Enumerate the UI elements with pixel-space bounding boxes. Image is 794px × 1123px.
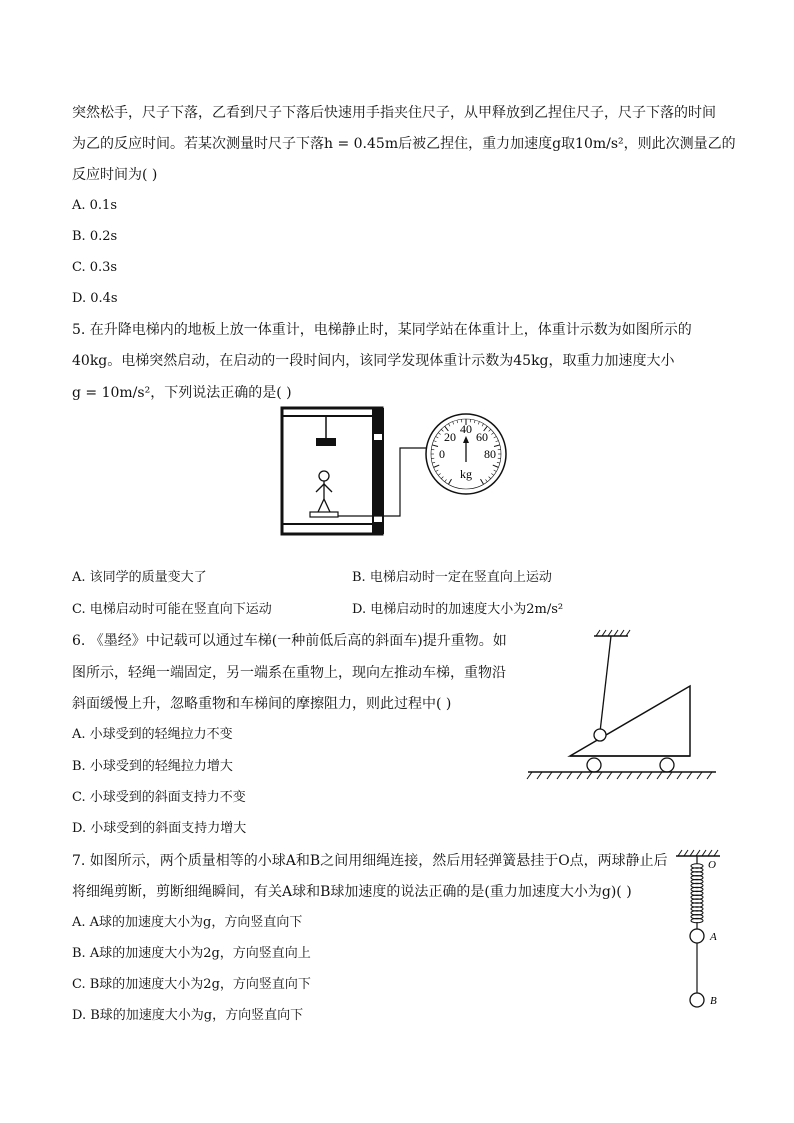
q7-option-d: D. B球的加速度大小为g，方向竖直向下 — [72, 1008, 304, 1023]
q5-stem-line-1: 5. 在升降电梯内的地板上放一体重计，电梯静止时，某同学站在体重计上，体重计示数为如图所示的 — [72, 322, 692, 338]
q6-option-a: A. 小球受到的轻绳拉力不变 — [72, 727, 233, 742]
q6-option-c: C. 小球受到的斜面支持力不变 — [72, 790, 246, 805]
dial-label-40: 40 — [460, 422, 472, 436]
q6-option-d: D. 小球受到的斜面支持力增大 — [72, 821, 247, 836]
q6-option-b: B. 小球受到的轻绳拉力增大 — [72, 759, 233, 774]
q5-stem-line-2: 40kg。电梯突然启动，在启动的一段时间内，该同学发现体重计示数为45kg，取重力加速度大小 — [72, 353, 675, 369]
ball — [594, 729, 606, 741]
dial-label-0: 0 — [439, 447, 445, 461]
spring — [691, 864, 703, 923]
q4-option-d: D. 0.4s — [72, 291, 118, 306]
q5-option-c: C. 电梯启动时可能在竖直向下运动 — [72, 602, 272, 617]
q4-option-c: C. 0.3s — [72, 260, 118, 275]
incline-cart — [570, 686, 690, 756]
q7-stem-line-1: 7. 如图所示，两个质量相等的小球A和B之间用细绳连接，然后用轻弹簧悬挂于O点，两球静止后 — [72, 853, 668, 869]
q6-stem-line-1: 6. 《墨经》中记载可以通过车梯(一种前低后高的斜面车)提升重物。如 — [72, 633, 507, 649]
rope — [600, 636, 611, 732]
q7-stem-line-2: 将细绳剪断，剪断细绳瞬间，有关A球和B球加速度的说法正确的是(重力加速度大小为g)( ) — [72, 884, 632, 900]
point-o-label: O — [708, 859, 716, 871]
q4-option-a: A. 0.1s — [72, 198, 117, 213]
ball-b-label: B — [710, 995, 717, 1007]
dial-unit: kg — [460, 467, 472, 481]
q7-option-b: B. A球的加速度大小为2g，方向竖直向上 — [72, 946, 311, 961]
spring-balls-figure — [668, 848, 728, 1014]
dial-label-80: 80 — [484, 447, 496, 461]
scale-platform — [310, 512, 338, 517]
q6-stem-line-2: 图所示，轻绳一端固定，另一端系在重物上，现向左推动车梯，重物沿 — [72, 665, 506, 681]
q7-option-c: C. B球的加速度大小为2g，方向竖直向下 — [72, 977, 311, 992]
q4-stem-line-1: 突然松手，尺子下落，乙看到尺子下落后快速用手指夹住尺子，从甲释放到乙捏住尺子，尺子下落的时间 — [72, 105, 716, 121]
q5-option-a: A. 该同学的质量变大了 — [72, 570, 207, 585]
dial-label-60: 60 — [476, 430, 488, 444]
elevator-figure — [278, 404, 518, 538]
ball-b — [690, 993, 704, 1007]
q5-option-b: B. 电梯启动时一定在竖直向上运动 — [352, 570, 552, 585]
ladder-cart-figure — [524, 628, 720, 782]
q4-stem-line-3: 反应时间为( ) — [72, 167, 158, 183]
q5-stem-line-3: g = 10m/s²，下列说法正确的是( ) — [72, 385, 292, 401]
person-figure — [316, 471, 332, 512]
wheel-right — [660, 758, 674, 772]
q6-stem-line-3: 斜面缓慢上升，忽略重物和车梯间的摩擦阻力，则此过程中( ) — [72, 696, 452, 712]
q4-option-b: B. 0.2s — [72, 229, 118, 244]
wheel-left — [587, 758, 601, 772]
scale-dial — [426, 414, 506, 494]
q7-option-a: A. A球的加速度大小为g，方向竖直向下 — [72, 915, 303, 930]
q5-option-d: D. 电梯启动时的加速度大小为2m/s² — [352, 602, 564, 617]
q4-stem-line-2: 为乙的反应时间。若某次测量时尺子下落h = 0.45m后被乙捏住，重力加速度g取10m/s²，则此次测量乙的 — [72, 136, 736, 152]
dial-label-20: 20 — [444, 430, 456, 444]
ball-a — [690, 929, 704, 943]
ball-a-label: A — [710, 931, 717, 943]
